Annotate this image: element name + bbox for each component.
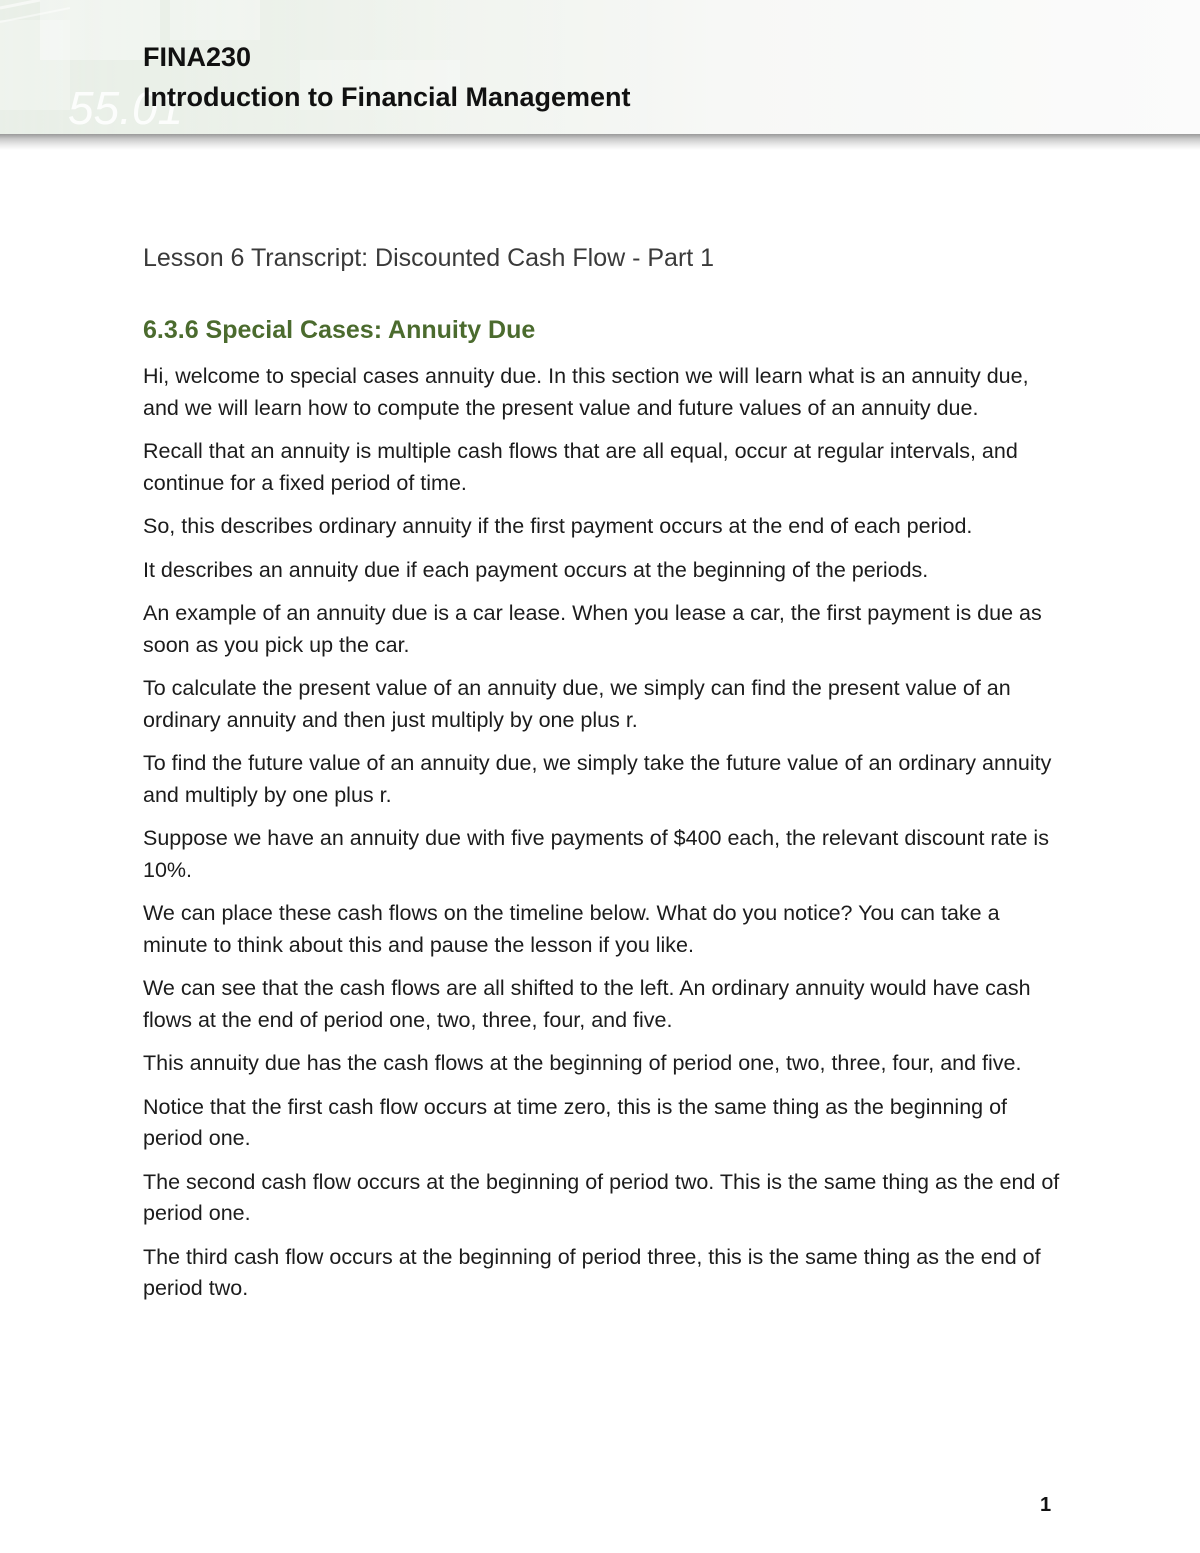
- page-number: 1: [1040, 1494, 1052, 1516]
- paragraph: An example of an annuity due is a car lease. When you lease a car, the first payment is due as soon as you pick up the car.: [143, 601, 1042, 657]
- paragraph: Hi, welcome to special cases annuity due. In this section we will learn what is an annuity due, and we will learn how to compute the present value and future values of an annuity due.: [143, 364, 1029, 420]
- course-title: Introduction to Financial Management: [143, 82, 631, 112]
- paragraph: We can see that the cash flows are all shifted to the left. An ordinary annuity would have cash flows at the end of period one, two, three, four, and five.: [143, 976, 1031, 1032]
- lesson-title: Lesson 6 Transcript: Discounted Cash Flow - Part 1: [143, 244, 715, 272]
- paragraph: So, this describes ordinary annuity if the first payment occurs at the end of each period.: [143, 514, 973, 538]
- course-code: FINA230: [143, 42, 252, 72]
- paragraph: This annuity due has the cash flows at the beginning of period one, two, three, four, and five.: [143, 1051, 1022, 1075]
- paragraph: Suppose we have an annuity due with five payments of $400 each, the relevant discount rate is 10%.: [143, 826, 1049, 882]
- document-body: [143, 240, 1068, 1305]
- paragraph: Notice that the first cash flow occurs at time zero, this is the same thing as the beginning of period one.: [143, 1094, 1008, 1150]
- decor-number: 55.01: [68, 82, 184, 134]
- paragraph: It describes an annuity due if each payment occurs at the beginning of the periods.: [143, 557, 929, 582]
- paragraph: The second cash flow occurs at the beginning of period two. This is the same thing as the end of period one.: [143, 1169, 1060, 1225]
- paragraph: To find the future value of an annuity due, we simply take the future value of an ordinary annuity and multiply by one plus r.: [143, 751, 1052, 807]
- header-shadow: [0, 134, 1200, 150]
- paragraph: We can place these cash flows on the timeline below. What do you notice? You can take a minute to think about this and pause the lesson if you like.: [143, 901, 1000, 957]
- paragraph: To calculate the present value of an annuity due, we simply can find the present value of an ordinary annuity and then just multiply by one plus r.: [143, 676, 1011, 732]
- paragraph: The third cash flow occurs at the beginning of period three, this is the same thing as the end of period two.: [143, 1244, 1041, 1300]
- section-heading: 6.3.6 Special Cases: Annuity Due: [143, 316, 536, 344]
- paragraph: Recall that an annuity is multiple cash flows that are all equal, occur at regular intervals, and continue for a fixed period of time.: [143, 439, 1018, 495]
